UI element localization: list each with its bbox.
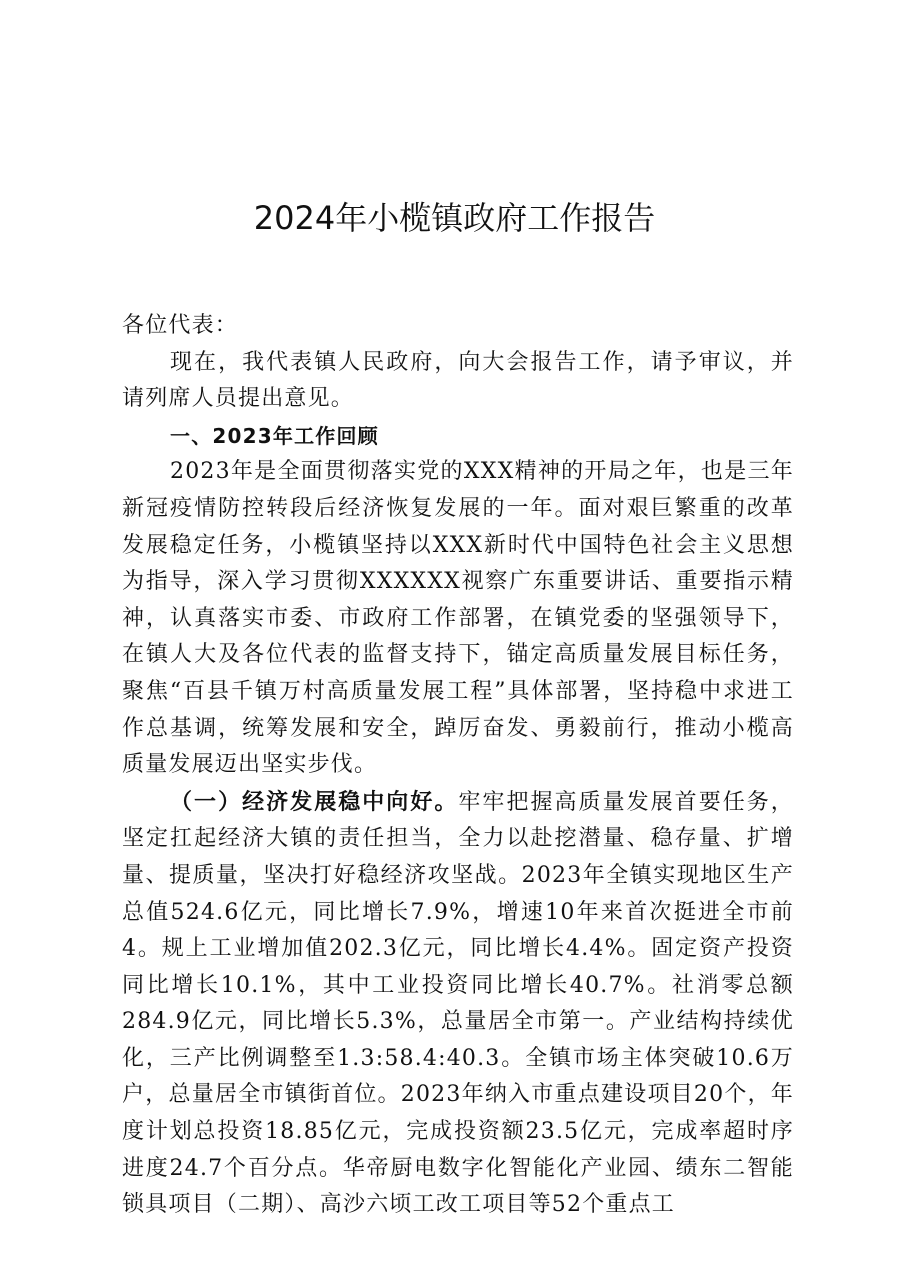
- economy-paragraph-text: 牢牢把握高质量发展首要任务，坚定扛起经济大镇的责任担当，全力以赴挖潜量、稳存量、扩增量、提质量，坚决打好稳经济攻坚战。2023年全镇实现地区生产总值524.6亿元，同比增长7.9%，增速10年来首次挺进全市前4。规上工业增加值202.3亿元，同比增长4.4%。固定资产投资同比增长10.1%，其中工业投资同比增长40.7%。社消零总额284.9亿元，同比增长5.3%，总量居全市第一。产业结构持续优化，三产比例调整至1.3:58.4:40.3。全镇市场主体突破10.6万户，总量居全市镇街首位。2023年纳入市重点建设项目20个，年度计划总投资18.85亿元，完成投资额23.5亿元，完成率超时序进度24.7个百分点。华帝厨电数字化智能化产业园、绩东二智能锁具项目（二期）、高沙六顷工改工项目等52个重点工: [122, 789, 794, 1218]
- document-body: [122, 308, 794, 1224]
- salutation: 各位代表：: [122, 313, 239, 338]
- document-title: 2024年小榄镇政府工作报告: [253, 199, 656, 237]
- economy-subheading: （一）经济发展稳中向好。: [170, 788, 459, 815]
- section-heading: 一、2023年工作回顾: [170, 423, 379, 448]
- economy-paragraph: [122, 784, 794, 1224]
- review-paragraph: 2023年是全面贯彻落实党的XXX精神的开局之年，也是三年新冠疫情防控转段后经济恢复发展的一年。面对艰巨繁重的改革发展稳定任务，小榄镇坚持以XXX新时代中国特色社会主义思想为指导，深入学习贯彻XXXXXX视察广东重要讲话、重要指示精神，认真落实市委、市政府工作部署，在镇党委的坚强领导下，在镇人大及各位代表的监督支持下，锚定高质量发展目标任务，聚焦“百县千镇万村高质量发展工程”具体部署，坚持稳中求进工作总基调，统筹发展和安全，踔厉奋发、勇毅前行，推动小榄高质量发展迈出坚实步伐。: [122, 459, 794, 778]
- intro-paragraph: 现在，我代表镇人民政府，向大会报告工作，请予审议，并请列席人员提出意见。: [122, 349, 794, 412]
